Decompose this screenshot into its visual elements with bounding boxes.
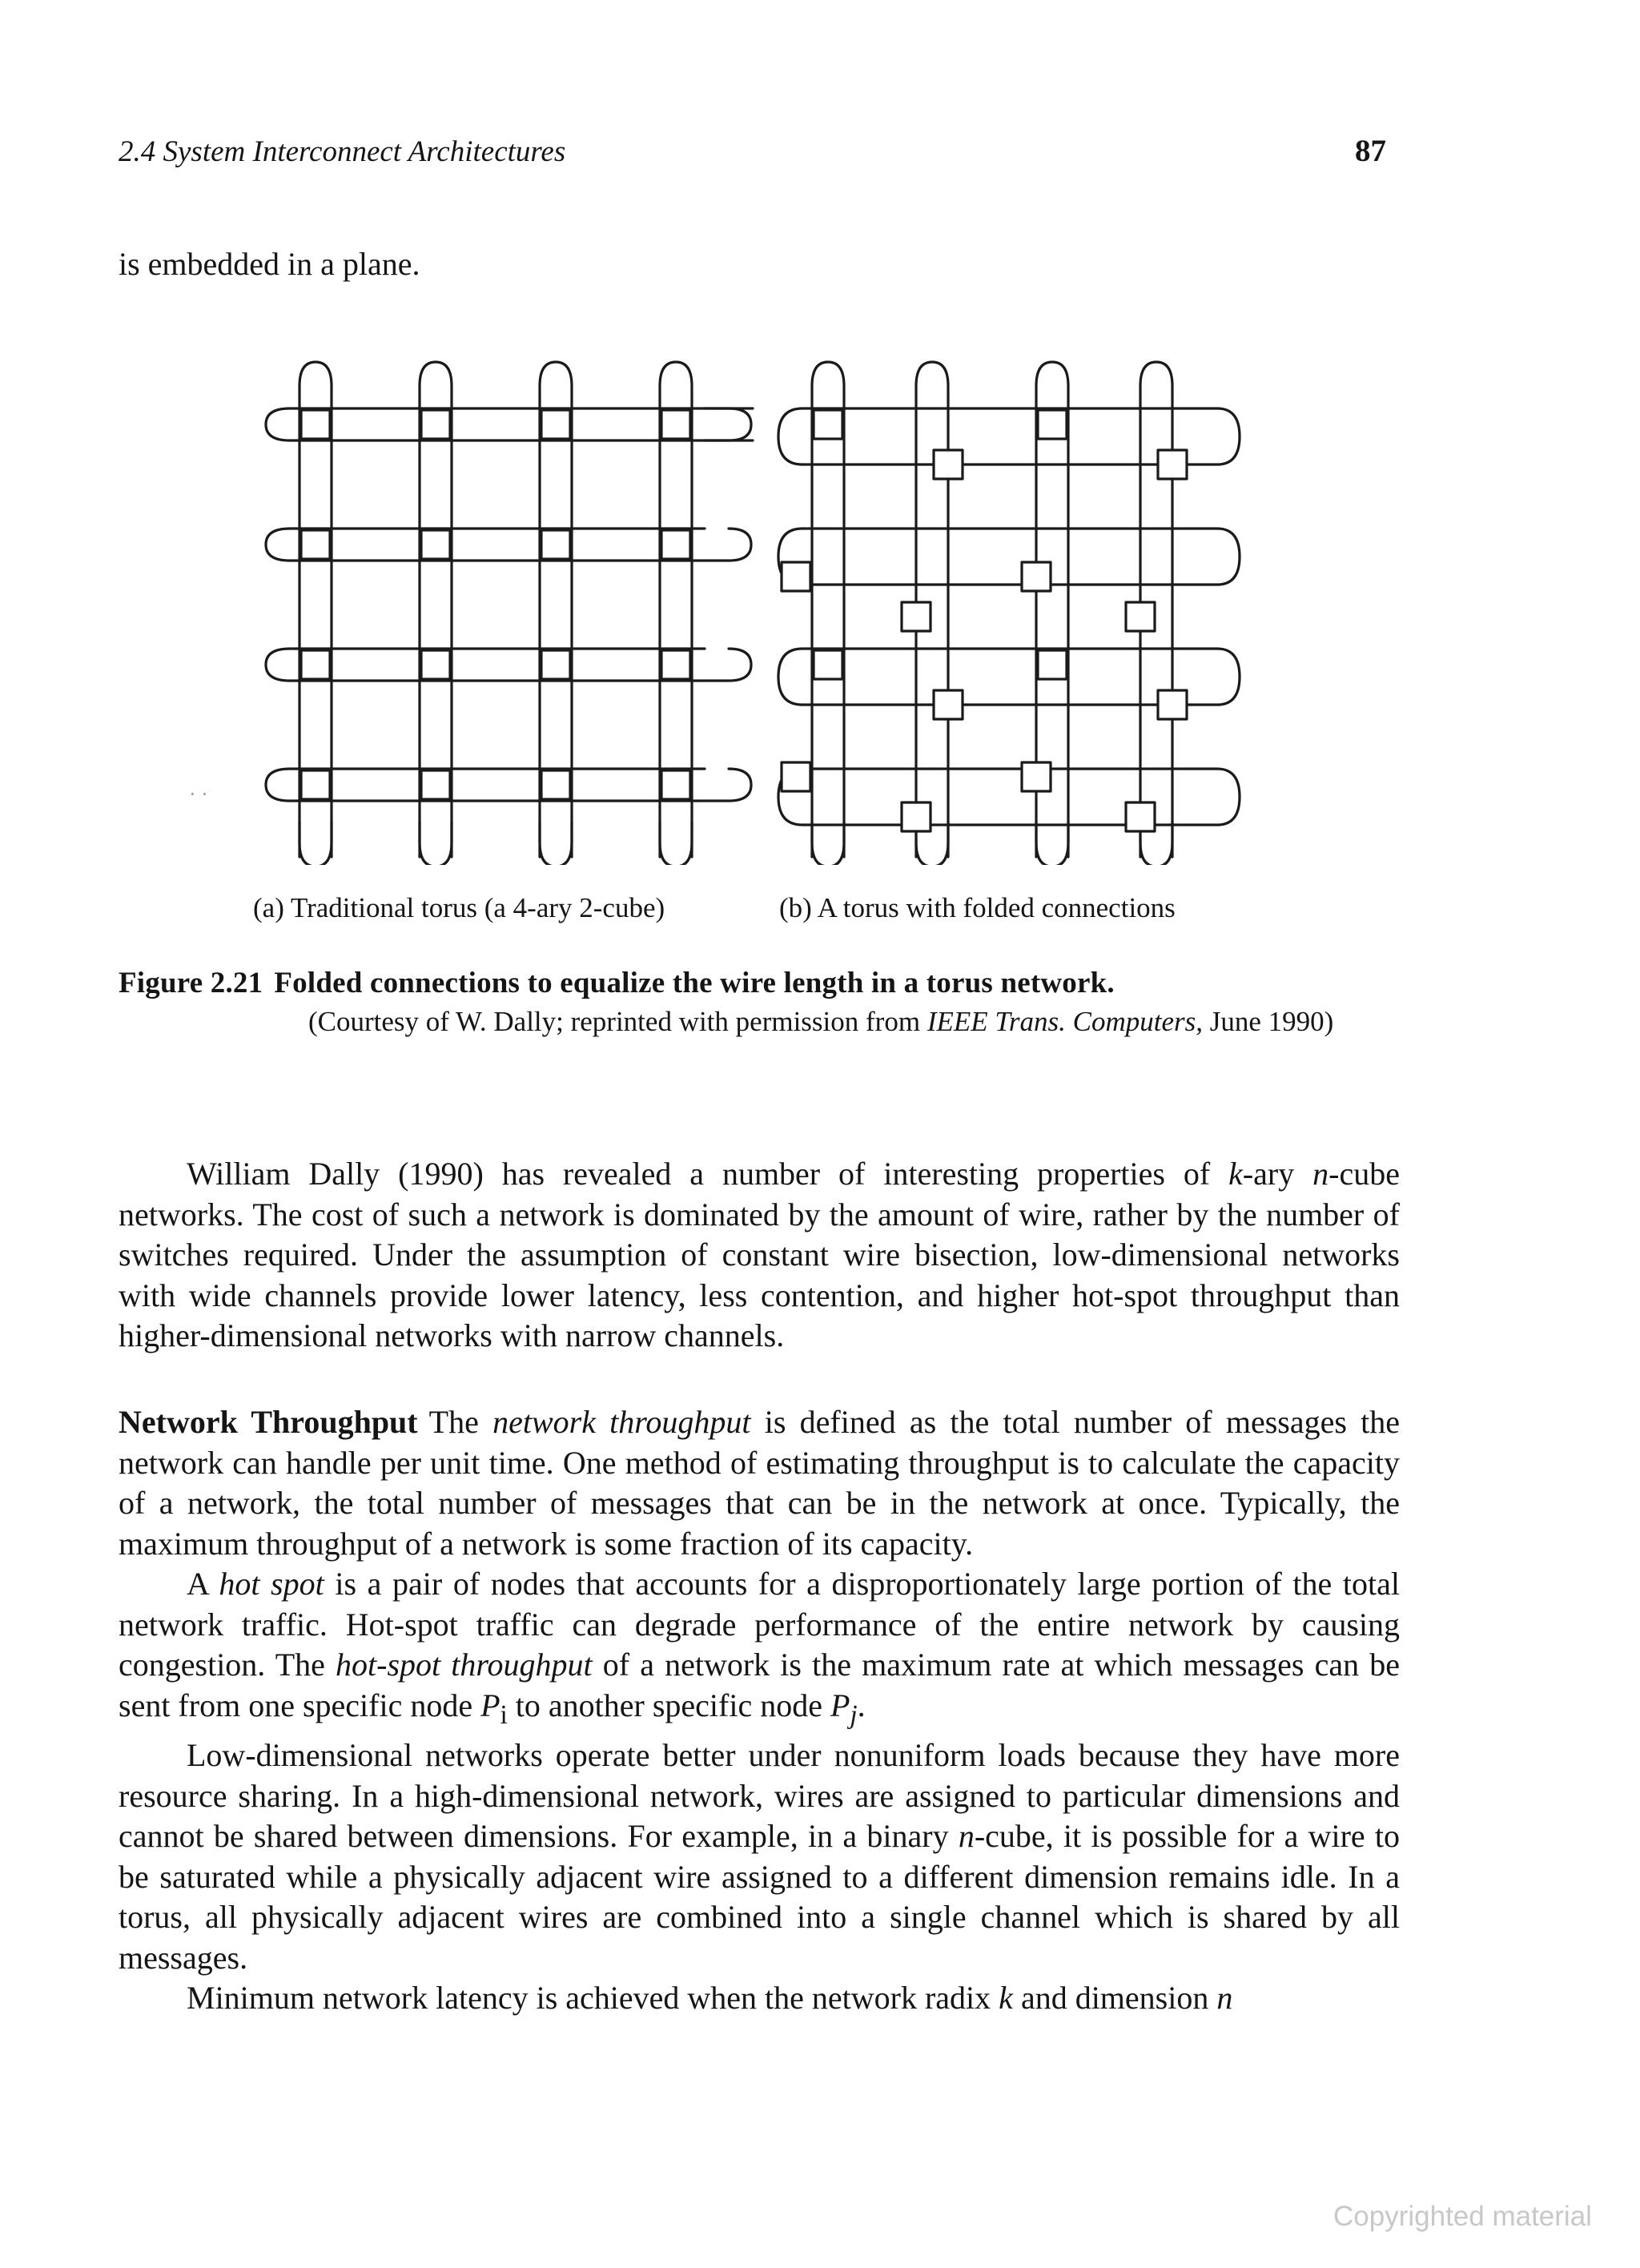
figure-credit-text: (Courtesy of W. Dally; reprinted with permission from <box>308 1006 927 1037</box>
traditional-torus-diagram <box>266 362 753 865</box>
section-run-in-heading: Network Throughput <box>119 1404 418 1440</box>
paragraph-text: -cube networks. The cost of such a network is dominated by the amount of wire, rather by the number of switches required. Under the assumption of constant wire bisection, low-dimensional networks with wide channels provide lower latency, less contention, and higher hot-spot throughput than higher-dimensional networks with narrow channels. <box>119 1156 1400 1353</box>
math-k: k <box>1228 1156 1243 1192</box>
figure-label: Figure 2.21 <box>119 967 263 999</box>
figure-caption-title-line <box>119 966 1400 1000</box>
math-p: P <box>480 1687 500 1723</box>
paragraph-text: is defined as the total number of messages the network can handle per unit time. One method of estimating throughput is to calculate the capacity of a network, the total number of messages that can be in the network at once. Typically, the maximum throughput of a network is some fraction of its capacity. <box>119 1404 1401 1562</box>
paragraph-text: and dimension <box>1012 1980 1217 2016</box>
term-hot-spot-throughput: hot-spot throughput <box>336 1647 593 1683</box>
paragraph-text: -cube, it is possible for a wire to be saturated while a physically adjacent wire assigned to a different dimension remains idle. In a torus, all physically adjacent wires are combined into a single channel which is shared by all messages. <box>119 1818 1400 1976</box>
term-hot-spot: hot spot <box>219 1566 324 1602</box>
lead-text: is embedded in a plane. <box>119 246 420 282</box>
subcaption-a: (a) Traditional torus (a 4-ary 2-cube) <box>253 892 665 923</box>
math-k: k <box>999 1980 1013 2016</box>
figure-credit-date: June 1990) <box>1203 1006 1334 1037</box>
subcaption-b: (b) A torus with folded connections <box>779 892 1176 923</box>
paragraph-dally <box>119 1154 1400 1357</box>
math-n: n <box>1312 1156 1329 1192</box>
folded-torus-diagram <box>778 362 1240 865</box>
paragraph-text: to another specific node <box>507 1687 830 1723</box>
term-network-throughput: network throughput <box>492 1404 751 1440</box>
paragraph-text: A <box>187 1566 219 1602</box>
paragraph-text: William Dally (1990) has revealed a number of interesting properties of <box>187 1156 1229 1192</box>
math-subscript-i: i <box>500 1699 508 1730</box>
paragraph-text: Low-dimensional networks operate better under nonuniform loads because they have more resource sharing. In a high-dimensional network, wires are assigned to particular dimensions and cannot be shared between dimensions. For example, in a binary <box>119 1737 1400 1854</box>
torus-figure <box>256 352 1297 865</box>
page-number: 87 <box>1355 134 1386 168</box>
scan-mark: · · <box>189 782 208 806</box>
paragraph-text: Minimum network latency is achieved when the network radix <box>187 1980 999 2016</box>
math-n: n <box>1216 1980 1233 2016</box>
math-p: P <box>830 1687 850 1723</box>
paragraph-text: . <box>857 1687 866 1723</box>
paragraph-text: -ary <box>1242 1156 1313 1192</box>
paragraph-text: The <box>428 1404 493 1440</box>
running-head: 2.4 System Interconnect Architectures <box>119 135 566 168</box>
watermark: Copyrighted material <box>1333 2201 1592 2232</box>
paragraph-text: is a pair of nodes that accounts for a disproportionately large portion of the total network traffic. Hot-spot traffic can degrade performance of the entire network by causing congestion. The <box>119 1566 1401 1683</box>
paragraph-text: of a network is the maximum rate at which messages can be sent from one specific node <box>119 1647 1401 1723</box>
figure-credit-journal: IEEE Trans. Computers, <box>927 1006 1204 1037</box>
figure-credit <box>308 1002 1401 1042</box>
math-n: n <box>958 1818 975 1854</box>
figure-title: Folded connections to equalize the wire length in a torus network. <box>274 967 1115 999</box>
figure-caption <box>119 966 1400 1042</box>
math-subscript-j: j <box>850 1699 858 1730</box>
section-network-throughput <box>119 1402 1400 2019</box>
